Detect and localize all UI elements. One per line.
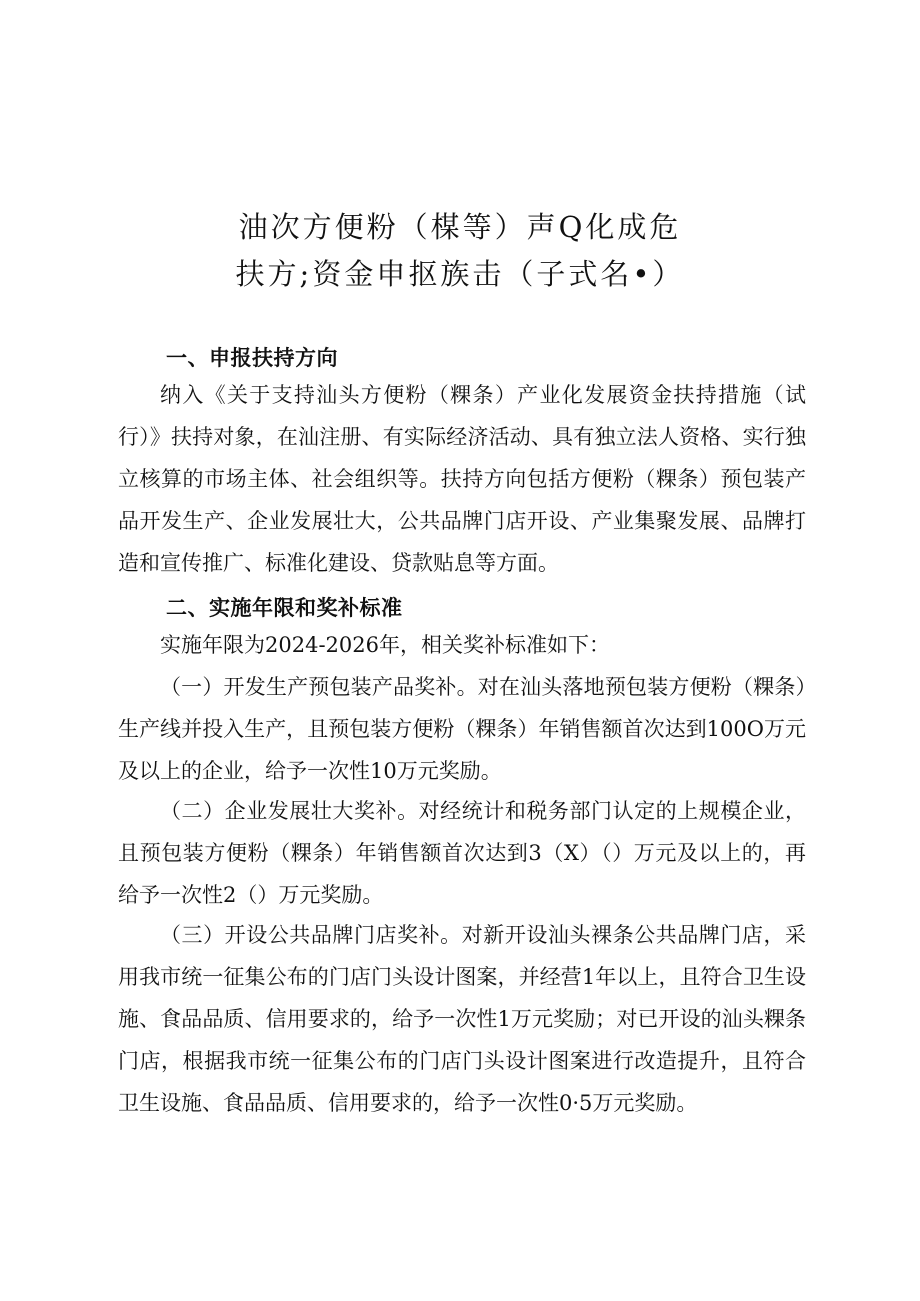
subsidy-item-product-development: （一）开发生产预包装产品奖补。对在汕头落地预包装方便粉（粿条）生产线并投入生产，且预包装方便粉（粿条）年销售额首次达到100O万元及以上的企业，给予一次性10万元奖励。 [118,675,806,783]
document-title-line-1: 油次方便粉（楳等）声Q化成危 [238,210,682,244]
implementation-intro: 实施年限为2024-2026年，相关奖补标准如下： [160,633,610,657]
subsidy-item-brand-store: （三）开设公共品牌门店奖补。对新开设汕头裸条公共品牌门店，采用我市统一征集公布的门店门头设计图案，并经营1年以上，且符合卫生设施、食品品质、信用要求的，给予一次性1万元奖励；对已开设的汕头粿条门店，根据我市统一征集公布的门店门头设计图案进行改造提升，且符合卫生设施、食品品质、信用要求的，给予一次性0·5万元奖励。 [118,923,806,1115]
section-paragraph-support-direction: 纳入《关于支持汕头方便粉（粿条）产业化发展资金扶持措施（试行）》扶持对象，在汕注册、有实际经济活动、具有独立法人资格、实行独立核算的市场主体、社会组织等。扶持方向包括方便粉（粿条）预包装产品开发生产、企业发展壮大，公共品牌门店开设、产业集聚发展、品牌打造和宣传推广、标准化建设、贷款贴息等方面。 [118,383,806,575]
section-heading-support-direction: 一、申报扶持方向 [166,346,338,370]
document-title-line-2: 扶方;资金申抠族击（子式名•） [235,257,685,291]
section-heading-implementation: 二、实施年限和奖补标准 [166,596,403,620]
subsidy-item-enterprise-growth: （二）企业发展壮大奖补。对经统计和税务部门认定的上规模企业，且预包装方便粉（粿条）年销售额首次达到3（X）（）万元及以上的，再给予一次性2（）万元奖励。 [118,799,806,907]
